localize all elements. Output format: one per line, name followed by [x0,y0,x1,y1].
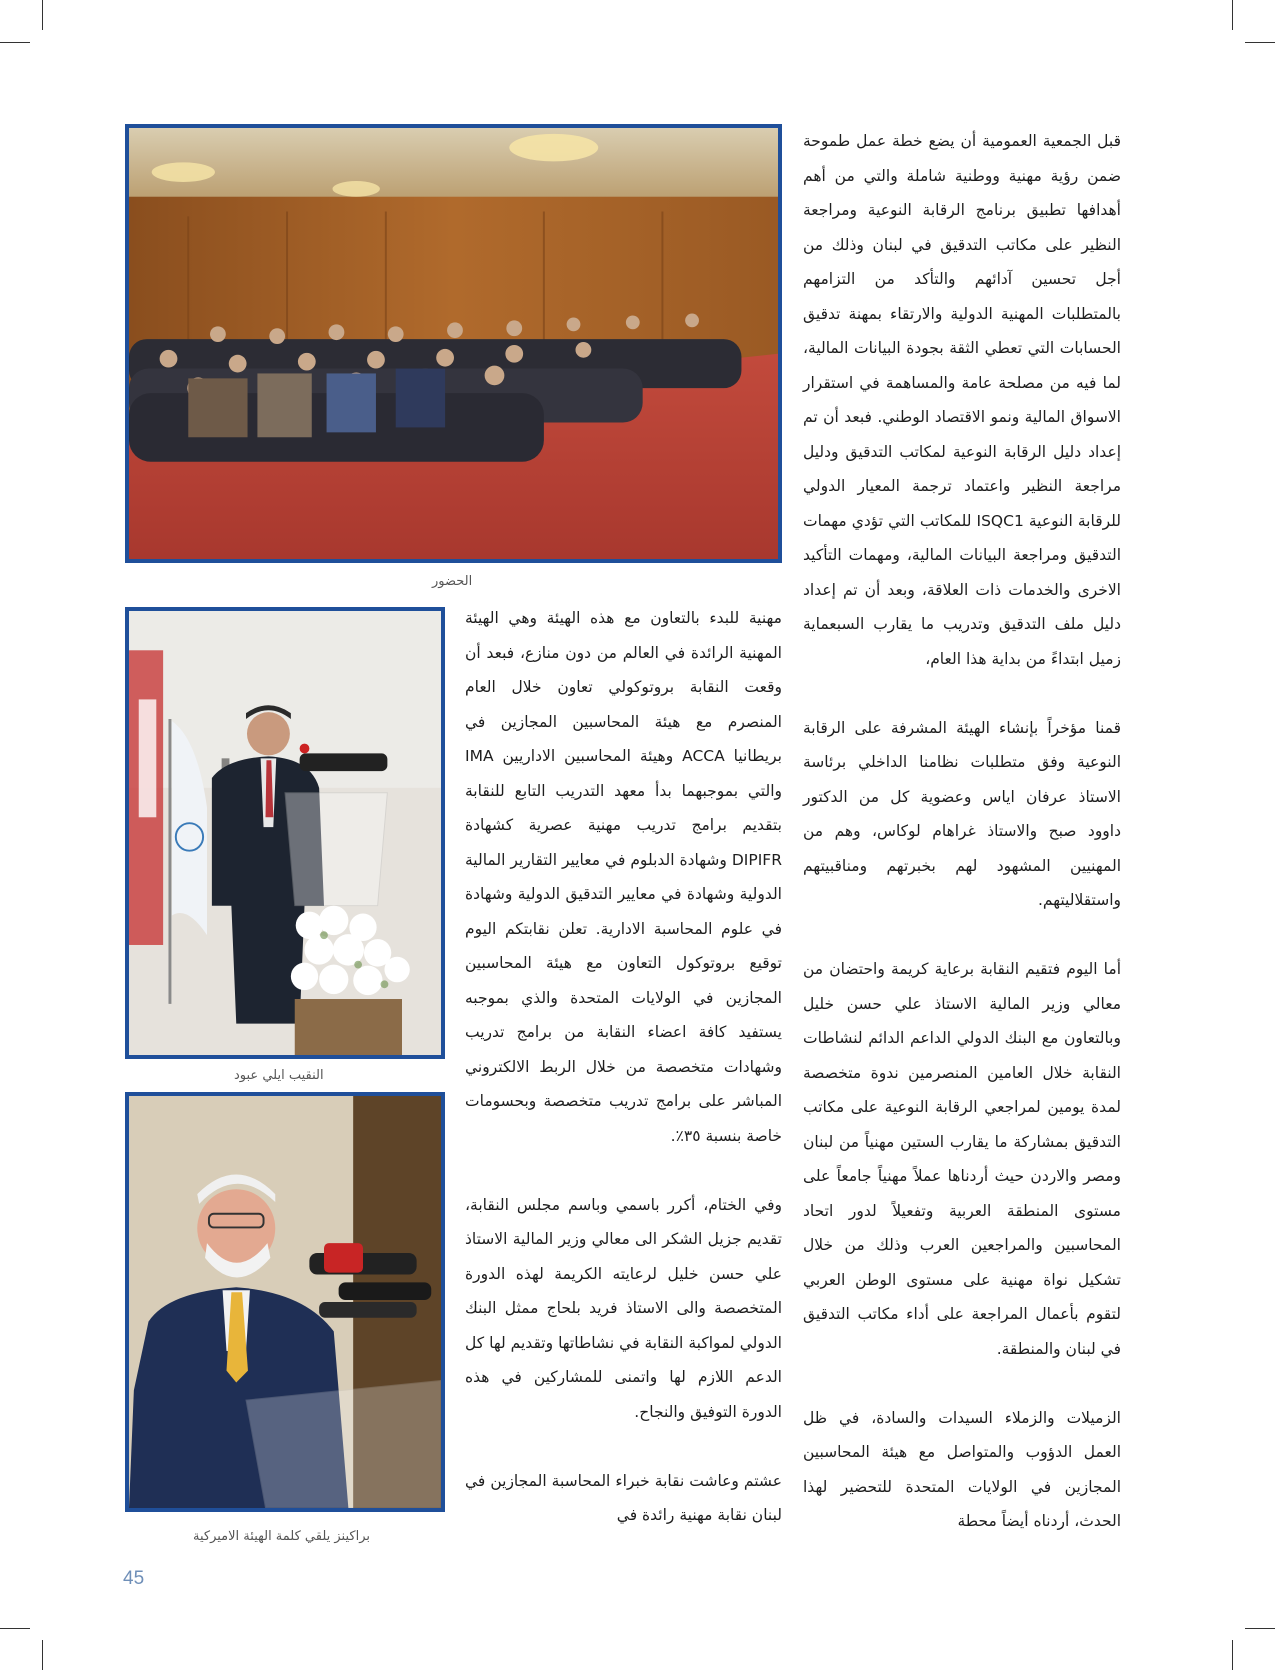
crop-mark [1232,0,1233,30]
crop-mark [42,0,43,30]
paragraph: وفي الختام، أكرر باسمي وباسم مجلس النقابة، تقديم جزيل الشكر الى معالي وزير المالية الاستاذ علي حسن خليل لرعايته الكريمة لهذه الدورة المتخصصة والى الاستاذ فريد بلحاج ممثل البنك الدولي لمواكبة النقابة في نشاطاتها وتقديم لها كل الدعم اللازم لها واتمنى للمشاركين في هذه الدورة التوفيق والنجاح. [465,1195,782,1421]
crop-mark [42,1640,43,1670]
paragraph: أما اليوم فتقيم النقابة برعاية كريمة واحتضان من معالي وزير المالية الاستاذ علي حسن خليل وبالتعاون مع البنك الدولي الداعم الدائم لنشاطات النقابة خلال العامين المنصرمين ندوة متخصصة لمدة يومين لمراجعي الرقابة النوعية على مكاتب التدقيق بمشاركة ما يقارب الستين مهنياً من لبنان ومصر والاردن حيث أردناها عملاً مهنياً جامعاً على مستوى المنطقة العربية وتفعيلاً لدور اتحاد المحاسبين والمراجعين العرب وذلك من خلال تشكيل نواة مهنية على مستوى الوطن العربي لتقوم بأعمال المراجعة على أداء مكاتب التدقيق في لبنان والمنطقة. [803,960,1121,1358]
paragraph: الزميلات والزملاء السيدات والسادة، في ظل العمل الدؤوب والمتواصل مع هيئة المحاسبين المجازين في الولايات المتحدة للتحضير لهذا الحدث، أردناه أيضاً محطة [803,1408,1121,1530]
speaker2-photo [125,1092,445,1512]
paragraph: عشتم وعاشت نقابة خبراء المحاسبة المجازين في لبنان نقابة مهنية رائدة في [465,1471,782,1524]
speaker2-caption: براكينز يلقي كلمة الهيئة الاميركية [193,1529,370,1544]
speaker1-caption: النقيب ايلي عبود [234,1068,324,1083]
audience-caption: الحضور [432,574,473,589]
crop-mark [1232,1640,1233,1670]
page-number: 45 [123,1568,145,1589]
crop-mark [0,1628,30,1629]
crop-mark [0,42,30,43]
paragraph: قمنا مؤخراً بإنشاء الهيئة المشرفة على الرقابة النوعية وفق متطلبات نظامنا الداخلي برئاسة الاستاذ عرفان اياس وعضوية كل من الدكتور داوود صبح والاستاذ غراهام لوكاس، وهم من المهنيين المشهود لهم بخبرتهم ومناقبيتهم واستقلاليتهم. [803,718,1121,909]
middle-text-column [465,601,782,1533]
speaker1-photo [125,607,445,1059]
audience-photo [125,124,782,563]
crop-mark [1245,1628,1275,1629]
crop-mark [1245,42,1275,43]
paragraph: قبل الجمعية العمومية أن يضع خطة عمل طموحة ضمن رؤية مهنية ووطنية شاملة والتي من أهم أهدافها تطبيق برنامج الرقابة النوعية ومراجعة النظير على مكاتب التدقيق في لبنان وذلك من أجل تحسين آدائهم والتأكد من التزامهم بالمتطلبات المهنية الدولية والارتقاء بمهنة تدقيق الحسابات التي تعطي الثقة بجودة البيانات المالية، لما فيه من مصلحة عامة والمساهمة في استقرار الاسواق المالية ونمو الاقتصاد الوطني. فبعد أن تم إعداد دليل الرقابة النوعية لمكاتب التدقيق ودليل مراجعة النظير واعتماد ترجمة المعيار الدولي للرقابة النوعية ISQC1 للمكاتب التي تؤدي مهمات التدقيق ومراجعة البيانات المالية، ومهمات التأكيد الاخرى والخدمات ذات العلاقة، وبعد أن تم إعداد دليل ملف التدقيق وتدريب ما يقارب السبعماية زميل ابتداءً من بداية هذا العام، [803,132,1122,668]
right-text-column [803,124,1121,1539]
paragraph: مهنية للبدء بالتعاون مع هذه الهيئة وهي الهيئة المهنية الرائدة في العالم من دون منازع، فبعد أن وقعت النقابة بروتوكولي تعاون خلال العام المنصرم مع هيئة المحاسبين المجازين في بريطانيا ACCA وهيئة المحاسبين الاداريين IMA والتي بموجبهما بدأ معهد التدريب التابع للنقابة بتقديم برامج تدريب مهنية عصرية كشهادة DIPIFR وشهادة الدبلوم في معايير التقارير المالية الدولية وشهادة في معايير التدقيق الدولية وشهادة في علوم المحاسبة الادارية. تعلن نقابتكم اليوم توقيع بروتوكول التعاون مع هيئة المحاسبين المجازين في الولايات المتحدة والذي بموجبه يستفيد كافة اعضاء النقابة من برامج تدريب وشهادات متخصصة من خلال الربط الالكتروني المباشر على برامج تدريب متخصصة وبحسومات خاصة بنسبة ٣٥٪. [465,609,782,1145]
